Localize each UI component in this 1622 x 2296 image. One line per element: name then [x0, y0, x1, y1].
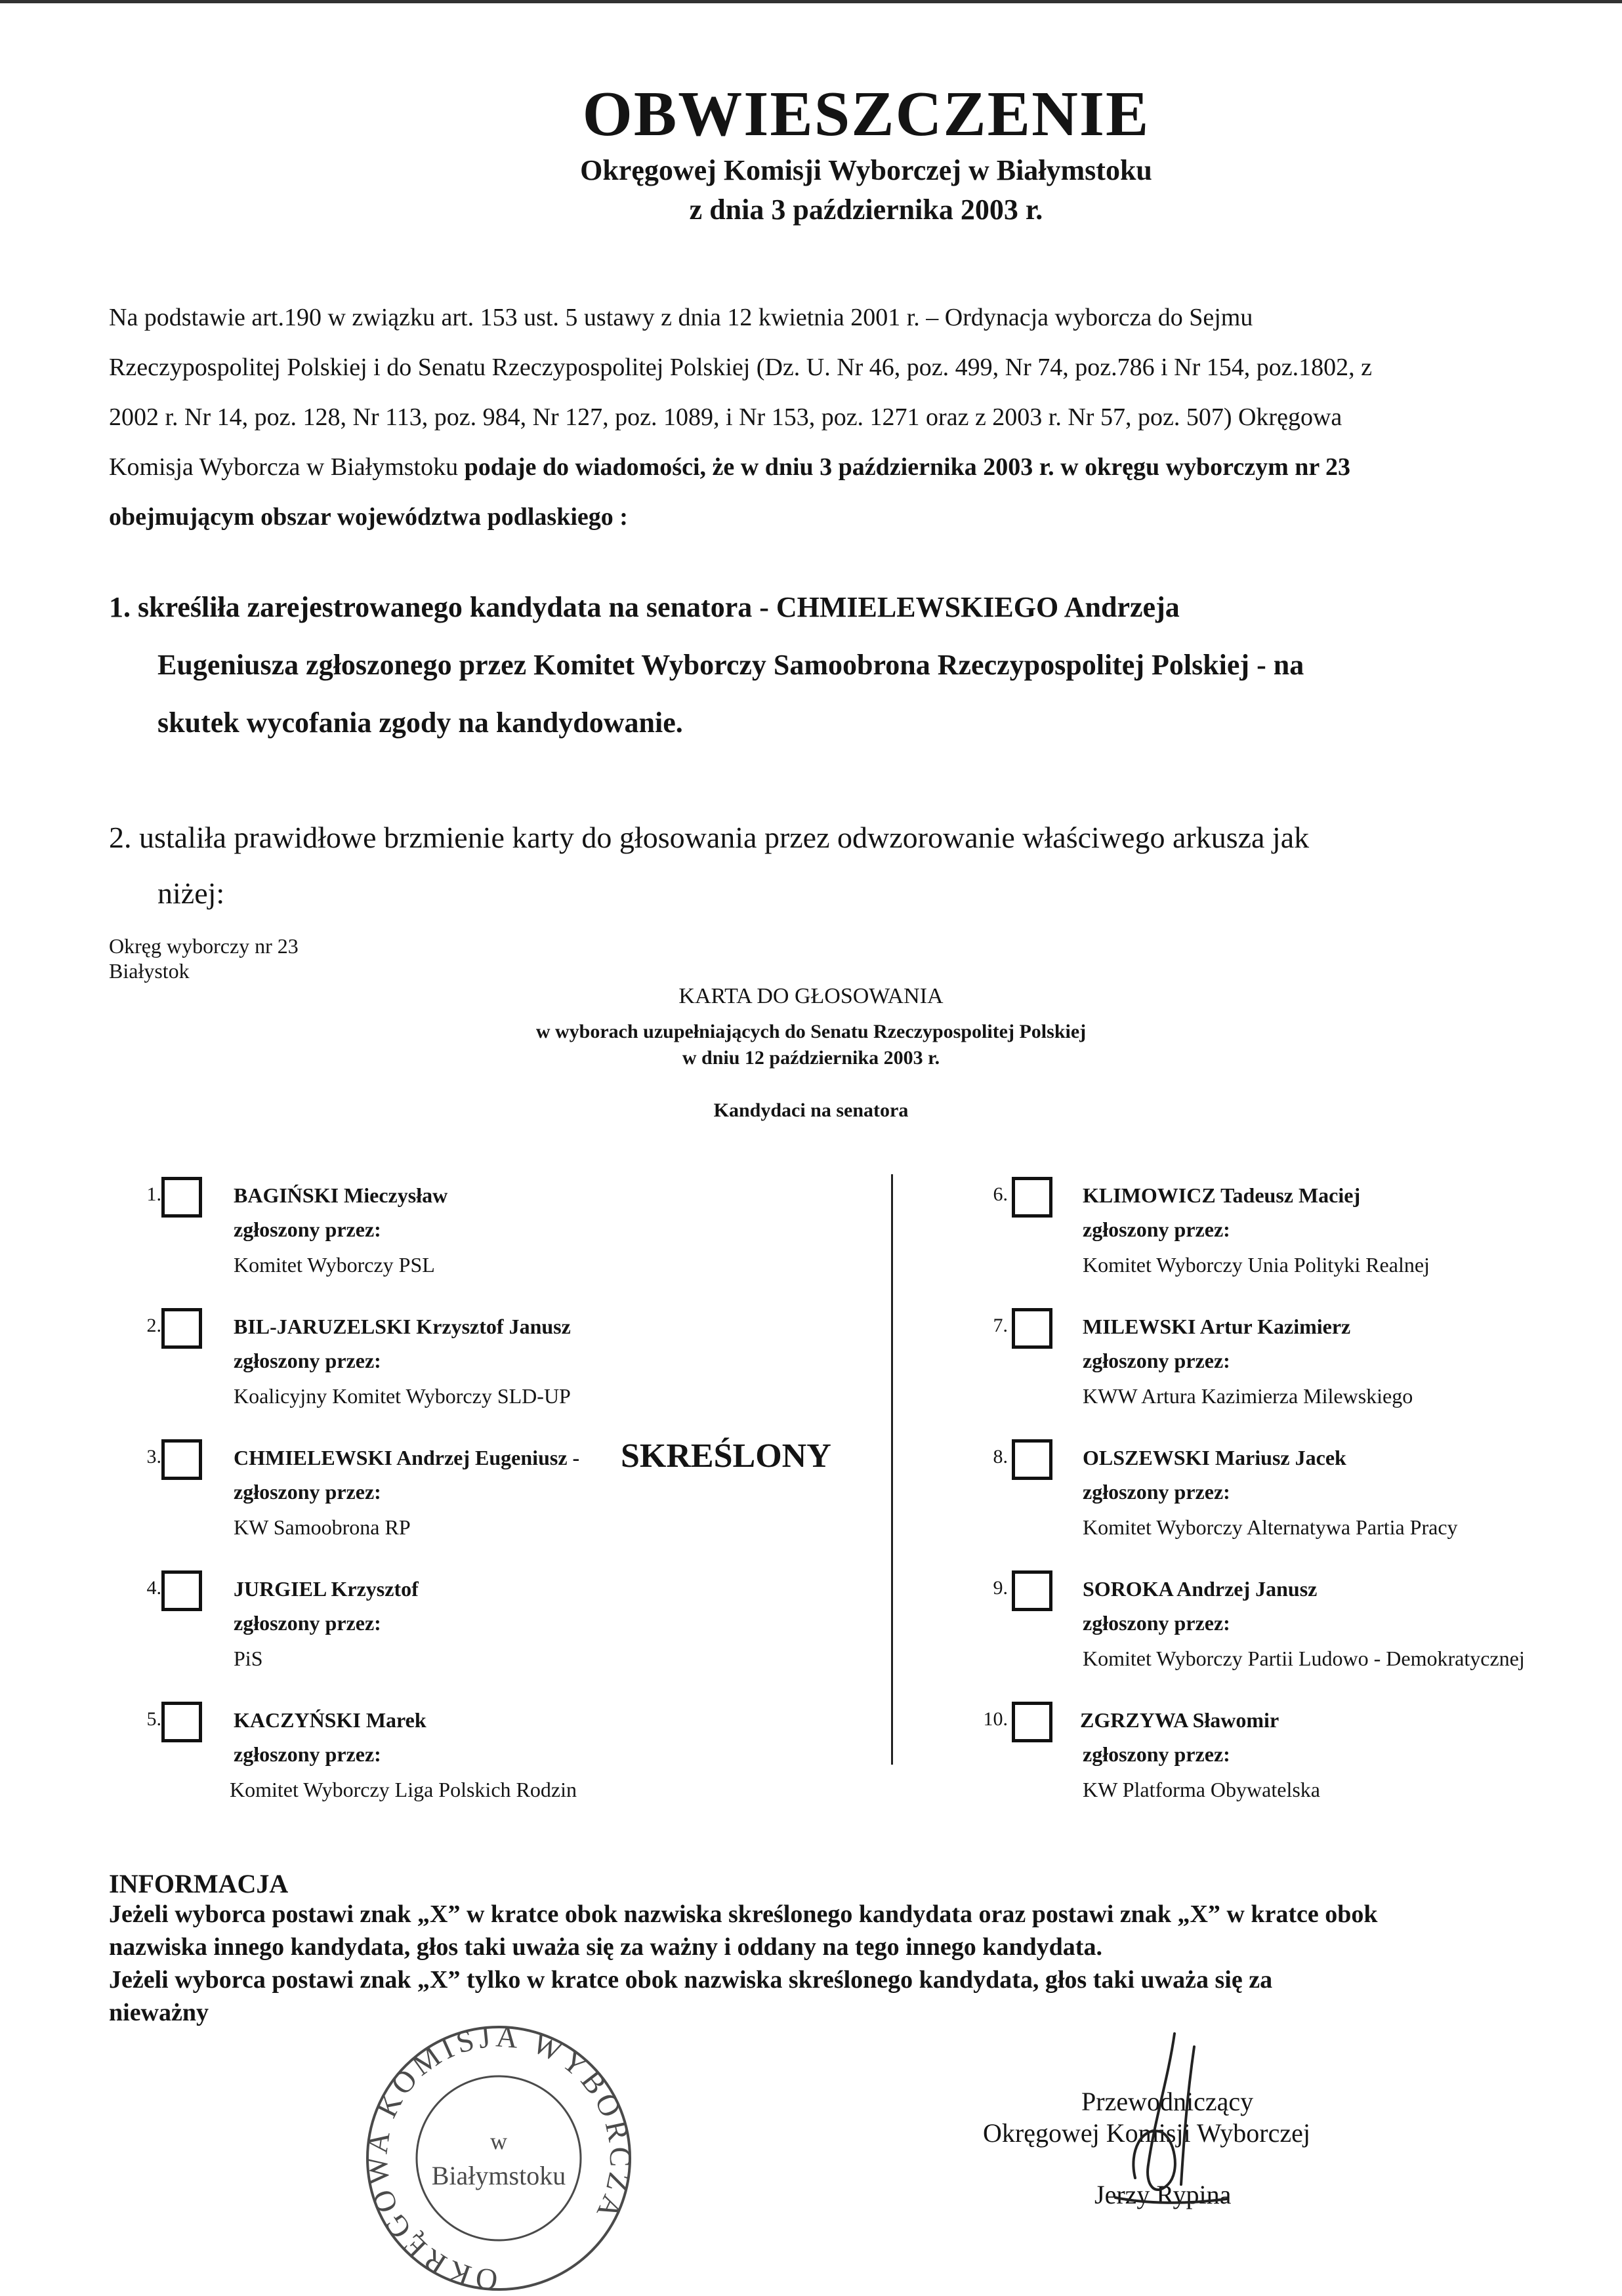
- candidate-1-name: BAGIŃSKI Mieczysław: [234, 1183, 448, 1207]
- struck-off-label: SKREŚLONY: [621, 1437, 831, 1475]
- intro-line-2: Rzeczypospolitej Polskiej i do Senatu Rzeczypospolitej Polskiej (Dz. U. Nr 46, poz. 499, Nr 74, poz.786 i Nr 154, poz.1802, z: [109, 354, 1373, 381]
- page-title: OBWIESZCZENIE: [582, 79, 1150, 150]
- candidate-10-proposed-label: zgłoszony przez:: [1083, 1742, 1230, 1766]
- candidate-8-checkbox[interactable]: [1012, 1439, 1052, 1480]
- candidate-2-checkbox[interactable]: [161, 1308, 202, 1349]
- candidate-2-number: 2.: [146, 1315, 161, 1336]
- candidate-1-checkbox[interactable]: [161, 1177, 202, 1218]
- intro-line-4: [109, 453, 1579, 482]
- candidate-7-committee: KWW Artura Kazimierza Milewskiego: [1083, 1384, 1413, 1408]
- point2-line-1: 2. ustaliła prawidłowe brzmienie karty do głosowania przez odwzorowanie właściwego arkusza jak: [109, 821, 1310, 854]
- candidate-7-name: MILEWSKI Artur Kazimierz: [1083, 1315, 1351, 1338]
- candidate-5-number: 5.: [146, 1708, 161, 1730]
- candidate-4-checkbox[interactable]: [161, 1570, 202, 1611]
- candidates-heading: Kandydaci na senatora: [713, 1099, 909, 1121]
- commission-stamp: [354, 2020, 643, 2296]
- candidate-3-committee: KW Samoobrona RP: [234, 1515, 411, 1539]
- point2-line-2: niżej:: [157, 876, 225, 910]
- intro-line-1: Na podstawie art.190 w związku art. 153 ust. 5 ustawy z dnia 12 kwietnia 2001 r. – Ordynacja wyborcza do Sejmu: [109, 304, 1253, 331]
- candidate-4-number: 4.: [146, 1577, 161, 1599]
- signature-title: Przewodniczący: [1081, 2087, 1254, 2116]
- candidate-1-number: 1.: [146, 1183, 161, 1205]
- candidate-9-name: SOROKA Andrzej Janusz: [1083, 1577, 1318, 1601]
- candidate-1-committee: Komitet Wyborczy PSL: [234, 1253, 435, 1277]
- candidate-10-committee: KW Platforma Obywatelska: [1083, 1778, 1320, 1801]
- ballot-heading: KARTA DO GŁOSOWANIA: [678, 984, 944, 1008]
- information-line-2: nazwiska innego kandydata, głos taki uważa się za ważny i oddany na tego innego kandydata.: [109, 1933, 1102, 1961]
- candidate-9-committee: Komitet Wyborczy Partii Ludowo - Demokratycznej: [1083, 1647, 1525, 1670]
- candidate-9-proposed-label: zgłoszony przez:: [1083, 1611, 1230, 1635]
- information-line-3: Jeżeli wyborca postawi znak „X” tylko w kratce obok nazwiska skreślonego kandydata, głos taki uważa się za: [109, 1966, 1273, 1994]
- point1-line-2: Eugeniusza zgłoszonego przez Komitet Wyborczy Samoobrona Rzeczypospolitej Polskiej - na: [157, 649, 1304, 681]
- candidate-8-number: 8.: [993, 1446, 1008, 1467]
- candidate-3-number: 3.: [146, 1446, 161, 1467]
- candidate-8-name: OLSZEWSKI Mariusz Jacek: [1083, 1446, 1346, 1469]
- candidate-1-proposed-label: zgłoszony przez:: [234, 1218, 381, 1241]
- candidate-8-committee: Komitet Wyborczy Alternatywa Partia Pracy: [1083, 1515, 1458, 1539]
- signature-name: Jerzy Rypina: [1094, 2180, 1232, 2209]
- stamp-inner-ring: [417, 2076, 581, 2240]
- candidate-5-committee: Komitet Wyborczy Liga Polskich Rodzin: [230, 1778, 577, 1801]
- signature-commission: Okręgowej Komisji Wyborczej: [983, 2118, 1310, 2148]
- candidate-3-name: CHMIELEWSKI Andrzej Eugeniusz -: [234, 1446, 580, 1469]
- candidate-5-proposed-label: zgłoszony przez:: [234, 1742, 381, 1766]
- candidate-6-number: 6.: [993, 1183, 1008, 1205]
- candidate-3-checkbox[interactable]: [161, 1439, 202, 1480]
- candidate-5-name: KACZYŃSKI Marek: [234, 1708, 426, 1732]
- candidate-4-name: JURGIEL Krzysztof: [234, 1577, 419, 1601]
- point1-line-1: 1. skreśliła zarejestrowanego kandydata na senatora - CHMIELEWSKIEGO Andrzeja: [109, 591, 1180, 623]
- candidate-6-proposed-label: zgłoszony przez:: [1083, 1218, 1230, 1241]
- candidate-7-number: 7.: [993, 1315, 1008, 1336]
- district-line-2: Białystok: [109, 959, 190, 983]
- candidate-6-name: KLIMOWICZ Tadeusz Maciej: [1083, 1183, 1361, 1207]
- candidate-5-checkbox[interactable]: [161, 1702, 202, 1742]
- candidate-2-name: BIL-JARUZELSKI Krzysztof Janusz: [234, 1315, 571, 1338]
- candidate-10-number: 10.: [983, 1708, 1008, 1730]
- point1-line-3: skutek wycofania zgody na kandydowanie.: [157, 707, 683, 739]
- stamp-ring-text: OKRĘGOWA KOMISJA WYBORCZA: [359, 2020, 638, 2296]
- candidate-9-checkbox[interactable]: [1012, 1570, 1052, 1611]
- candidate-6-checkbox[interactable]: [1012, 1177, 1052, 1218]
- information-line-4: nieważny: [109, 1999, 209, 2026]
- intro-line-5: obejmującym obszar województwa podlaskiego :: [109, 503, 628, 531]
- candidate-4-committee: PiS: [234, 1647, 263, 1670]
- candidate-4-proposed-label: zgłoszony przez:: [234, 1611, 381, 1635]
- candidate-3-proposed-label: zgłoszony przez:: [234, 1480, 381, 1504]
- top-border: [0, 0, 1622, 3]
- candidate-2-proposed-label: zgłoszony przez:: [234, 1349, 381, 1372]
- information-heading: INFORMACJA: [109, 1869, 289, 1898]
- intro-line-4-plain: Komisja Wyborcza w Białymstoku: [109, 453, 465, 481]
- handwritten-signature: [1076, 2020, 1247, 2217]
- information-line-1: Jeżeli wyborca postawi znak „X” w kratce obok nazwiska skreślonego kandydata oraz postawi znak „X” w kratce obok: [109, 1900, 1378, 1928]
- candidate-7-checkbox[interactable]: [1012, 1308, 1052, 1349]
- stamp-center-w: w: [490, 2128, 507, 2154]
- candidate-6-committee: Komitet Wyborczy Unia Polityki Realnej: [1083, 1253, 1430, 1277]
- candidate-10-name: ZGRZYWA Sławomir: [1080, 1708, 1279, 1732]
- column-divider: [891, 1174, 893, 1765]
- stamp-center-city: Białymstoku: [431, 2161, 566, 2190]
- candidate-2-committee: Koalicyjny Komitet Wyborczy SLD-UP: [234, 1384, 571, 1408]
- candidate-8-proposed-label: zgłoszony przez:: [1083, 1480, 1230, 1504]
- candidate-7-proposed-label: zgłoszony przez:: [1083, 1349, 1230, 1372]
- ballot-subheading-1: w wyborach uzupełniających do Senatu Rzeczypospolitej Polskiej: [535, 1021, 1087, 1042]
- ballot-subheading-2: w dniu 12 października 2003 r.: [682, 1047, 940, 1069]
- intro-line-4-bold: podaje do wiadomości, że w dniu 3 października 2003 r. w okręgu wyborczym nr 23: [464, 453, 1351, 481]
- district-line-1: Okręg wyborczy nr 23: [109, 934, 299, 958]
- date-line: z dnia 3 października 2003 r.: [689, 194, 1043, 226]
- candidate-10-checkbox[interactable]: [1012, 1702, 1052, 1742]
- candidate-9-number: 9.: [993, 1577, 1008, 1599]
- intro-line-3: 2002 r. Nr 14, poz. 128, Nr 113, poz. 984, Nr 127, poz. 1089, i Nr 153, poz. 1271 oraz z 2003 r. Nr 57, poz. 507) Okręgowa: [109, 403, 1342, 431]
- issuer-line: Okręgowej Komisji Wyborczej w Białymstoku: [580, 154, 1152, 186]
